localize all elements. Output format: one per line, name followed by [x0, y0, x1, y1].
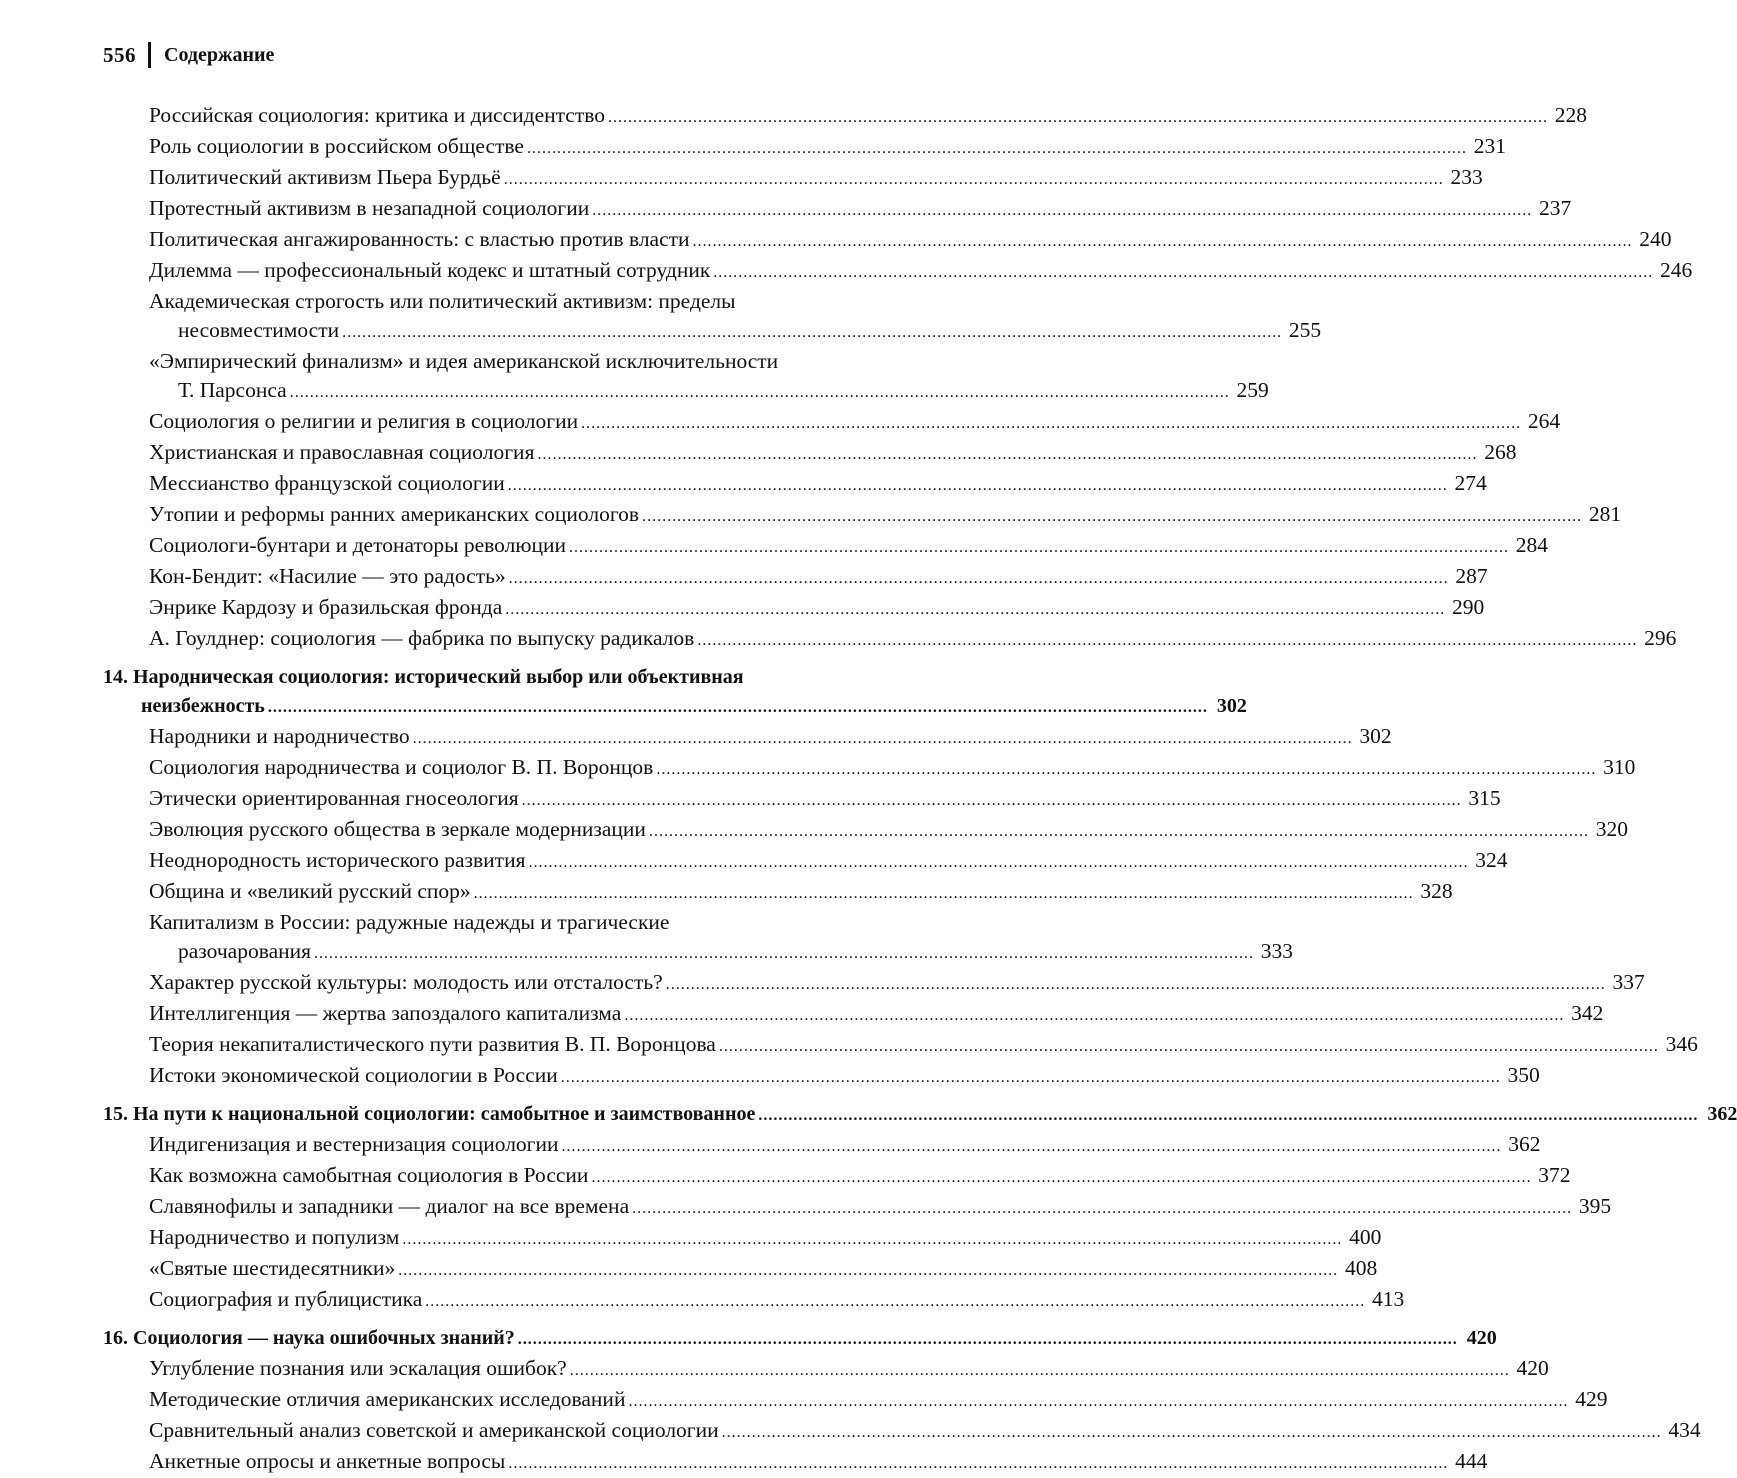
toc-leader-line — [149, 846, 1508, 877]
toc-entry-page: 228 — [1554, 103, 1587, 127]
toc-section-entry[interactable] — [103, 877, 1453, 908]
toc-entry-page: 310 — [1603, 755, 1636, 779]
toc-leader-line — [149, 500, 1622, 531]
toc-leader-line — [149, 562, 1488, 593]
toc-section-entry[interactable] — [103, 1416, 1701, 1447]
dot-leader: ............................................................................................................................................................................................ — [718, 1038, 1659, 1055]
toc-entry-page: 246 — [1660, 258, 1693, 282]
toc-entry-page: 302 — [1359, 724, 1392, 748]
toc-entry-title: Утопии и реформы ранних американских социологов — [149, 502, 640, 526]
toc-entry-title: 15. На пути к национальной социологии: самобытное и заимствованное — [103, 1103, 756, 1125]
toc-leader-line — [103, 1100, 1737, 1130]
dot-leader: ............................................................................................................................................................................................ — [692, 233, 1633, 250]
toc-section-entry[interactable] — [103, 438, 1517, 469]
toc-section-entry[interactable] — [103, 1030, 1698, 1061]
header-divider — [148, 42, 151, 68]
dot-leader: ............................................................................................................................................................................................ — [632, 1200, 1573, 1217]
toc-entry-title: 16. Социология — наука ошибочных знаний? — [103, 1327, 515, 1349]
dot-leader: ............................................................................................................................................................................................ — [721, 1424, 1662, 1441]
toc-entry-title: Истоки экономической социологии в России — [149, 1063, 558, 1087]
toc-entry-page: 315 — [1468, 786, 1501, 810]
toc-leader-line — [149, 469, 1487, 500]
dot-leader: ............................................................................................................................................................................................ — [642, 508, 1583, 525]
toc-section-entry[interactable] — [103, 132, 1506, 163]
toc-leader-line — [103, 1324, 1497, 1354]
toc-leader-line — [149, 1061, 1540, 1092]
toc-entry-title: Интеллигенция — жертва запоздалого капитализма — [149, 1001, 622, 1025]
toc-entry-title: разочарования — [178, 939, 312, 963]
toc-leader-line — [149, 968, 1645, 999]
toc-entry-title: Кон-Бендит: «Насилие — это радость» — [149, 564, 506, 588]
toc-entry-title: Славянофилы и западники — диалог на все времена — [149, 1194, 630, 1218]
toc-section-entry[interactable] — [103, 1223, 1382, 1254]
toc-entry-title: Эволюция русского общества в зеркале модернизации — [149, 817, 646, 841]
toc-section-entry[interactable] — [103, 256, 1693, 287]
dot-leader: ............................................................................................................................................................................................ — [697, 632, 1638, 649]
toc-entry-title: Народники и народничество — [149, 724, 410, 748]
toc-leader-line — [149, 101, 1587, 132]
dot-leader: ............................................................................................................................................................................................ — [592, 202, 1533, 219]
toc-entry-page: 290 — [1452, 595, 1485, 619]
toc-leader-line — [103, 692, 1247, 722]
toc-leader-line — [149, 1254, 1378, 1285]
dot-leader: ............................................................................................................................................................................................ — [503, 171, 1444, 188]
dot-leader: ............................................................................................................................................................................................ — [473, 885, 1414, 902]
toc-entry-title: Российская социология: критика и диссидентство — [149, 103, 605, 127]
toc-entry-title: Энрике Кардозу и бразильская фронда — [149, 595, 503, 619]
toc-entry-title: Социология о религии и религия в социологии — [149, 409, 579, 433]
dot-leader: ............................................................................................................................................................................................ — [537, 446, 1478, 463]
toc-entry-title: Народничество и популизм — [149, 1225, 400, 1249]
toc-entry-page: 420 — [1466, 1327, 1497, 1349]
toc-entry-title: Этически ориентированная гносеология — [149, 786, 519, 810]
toc-section-entry[interactable] — [103, 1192, 1612, 1223]
toc-entry-page: 320 — [1595, 817, 1628, 841]
toc-leader-line — [149, 1285, 1405, 1316]
toc-entry-page: 274 — [1454, 471, 1487, 495]
dot-leader: ............................................................................................................................................................................................ — [425, 1293, 1366, 1310]
toc-entry-title: Политический активизм Пьера Бурдьё — [149, 165, 501, 189]
toc-entry-page: 240 — [1639, 227, 1672, 251]
toc-section-entry[interactable] — [103, 1354, 1549, 1385]
dot-leader: ............................................................................................................................................................................................ — [517, 1331, 1458, 1348]
toc-entry-page: 362 — [1707, 1103, 1737, 1125]
running-title: Содержание — [164, 43, 275, 66]
toc-entry-title: А. Гоулднер: социология — фабрика по выпуску радикалов — [149, 626, 695, 650]
toc-entry-page: 400 — [1349, 1225, 1382, 1249]
dot-leader: ............................................................................................................................................................................................ — [581, 415, 1522, 432]
toc-entry-page: 237 — [1538, 196, 1572, 220]
toc-entry-title: Дилемма — профессиональный кодекс и штатный сотрудник — [149, 258, 711, 282]
toc-entry-title: Теория некапиталистического пути развития В. П. Воронцова — [149, 1032, 716, 1056]
toc-leader-line — [149, 784, 1501, 815]
dot-leader: ............................................................................................................................................................................................ — [713, 264, 1654, 281]
dot-leader: ............................................................................................................................................................................................ — [402, 1231, 1343, 1248]
toc-entry-title: Социология народничества и социолог В. П. Воронцов — [149, 755, 654, 779]
toc-entry-title: Социологи-бунтари и детонаторы революции — [149, 533, 566, 557]
toc-leader-line — [149, 225, 1672, 256]
toc-section-entry[interactable] — [103, 163, 1483, 194]
toc-section-entry[interactable] — [103, 624, 1677, 655]
dot-leader: ............................................................................................................................................................................................ — [607, 109, 1548, 126]
toc-leader-line — [149, 531, 1548, 562]
toc-section-entry[interactable] — [103, 722, 1392, 753]
dot-leader: ............................................................................................................................................................................................ — [561, 1138, 1502, 1155]
toc-section-entry[interactable] — [103, 469, 1487, 500]
dot-leader: ............................................................................................................................................................................................ — [569, 1362, 1510, 1379]
toc-entry-page: 408 — [1345, 1256, 1378, 1280]
toc-entry-page: 328 — [1420, 879, 1453, 903]
toc-title-line: Академическая строгость или политический активизм: пределы — [149, 289, 736, 313]
toc-entry-page: 281 — [1588, 502, 1622, 526]
toc-section-entry[interactable] — [103, 531, 1548, 562]
dot-leader: ............................................................................................................................................................................................ — [591, 1169, 1532, 1186]
toc-leader-line — [149, 593, 1485, 624]
dot-leader: ............................................................................................................................................................................................ — [521, 792, 1462, 809]
toc-leader-line — [149, 256, 1693, 287]
toc-leader-line — [149, 1416, 1701, 1447]
toc-section-entry[interactable] — [103, 784, 1501, 815]
toc-section-entry[interactable] — [103, 846, 1508, 877]
toc-entry-page: 346 — [1665, 1032, 1698, 1056]
toc-entry-title: Т. Парсонса — [178, 378, 287, 402]
toc-section-entry[interactable] — [103, 347, 1269, 407]
dot-leader: ............................................................................................................................................................................................ — [526, 140, 1467, 157]
dot-leader: ............................................................................................................................................................................................ — [507, 477, 1448, 494]
dot-leader: ............................................................................................................................................................................................ — [528, 854, 1469, 871]
toc-section-entry[interactable] — [103, 1385, 1608, 1416]
toc-leader-line — [149, 937, 1294, 968]
dot-leader: ............................................................................................................................................................................................ — [267, 699, 1208, 716]
toc-leader-line — [149, 1354, 1549, 1385]
toc-leader-line — [149, 1030, 1698, 1061]
toc-entry-title: Углубление познания или эскалация ошибок? — [149, 1356, 567, 1380]
toc-entry-page: 264 — [1527, 409, 1561, 433]
toc-section-entry[interactable] — [103, 999, 1604, 1030]
dot-leader: ............................................................................................................................................................................................ — [508, 570, 1449, 587]
toc-entry-title: Характер русской культуры: молодость или отсталость? — [149, 970, 663, 994]
toc-section-entry[interactable] — [103, 287, 1322, 347]
toc-section-entry[interactable] — [103, 1254, 1378, 1285]
toc-section-entry[interactable] — [103, 1161, 1571, 1192]
toc-entry-page: 372 — [1538, 1163, 1571, 1187]
toc-entry-page: 362 — [1508, 1132, 1541, 1156]
toc-section-entry[interactable] — [103, 815, 1628, 846]
toc-section-entry[interactable] — [103, 593, 1485, 624]
toc-section-entry[interactable] — [103, 753, 1636, 784]
toc-section-entry[interactable] — [103, 1447, 1488, 1478]
dot-leader: ............................................................................................................................................................................................ — [412, 730, 1353, 747]
toc-entry-page: 259 — [1236, 378, 1269, 402]
toc-entry-page: 337 — [1612, 970, 1645, 994]
toc-leader-line — [149, 753, 1636, 784]
toc-leader-line — [149, 1130, 1541, 1161]
toc-entry-title: неизбежность — [141, 695, 265, 717]
toc-entry-page: 255 — [1288, 318, 1322, 342]
dot-leader: ............................................................................................................................................................................................ — [648, 823, 1589, 840]
toc-leader-line — [149, 624, 1677, 655]
toc-entry-page: 420 — [1516, 1356, 1549, 1380]
dot-leader: ............................................................................................................................................................................................ — [289, 384, 1230, 401]
toc-section-entry[interactable] — [103, 225, 1672, 256]
toc-leader-line — [149, 163, 1483, 194]
dot-leader: ............................................................................................................................................................................................ — [505, 601, 1446, 618]
dot-leader: ............................................................................................................................................................................................ — [624, 1007, 1565, 1024]
toc-entry-page: 284 — [1515, 533, 1548, 557]
toc-leader-line — [149, 1447, 1488, 1478]
toc-entry-title: Роль социологии в российском обществе — [149, 134, 524, 158]
toc-leader-line — [149, 877, 1453, 908]
toc-section-entry[interactable] — [103, 968, 1645, 999]
toc-entry-title: Протестный активизм в незападной социологии — [149, 196, 590, 220]
toc-leader-line — [149, 1161, 1571, 1192]
toc-leader-line — [149, 407, 1561, 438]
toc-title-line: Капитализм в России: радужные надежды и трагические — [149, 910, 670, 934]
toc-entry-page: 296 — [1644, 626, 1677, 650]
toc-entry-page: 413 — [1372, 1287, 1405, 1311]
toc-entry-page: 287 — [1455, 564, 1488, 588]
toc-leader-line — [149, 1385, 1608, 1416]
toc-entry-title: Община и «великий русский спор» — [149, 879, 471, 903]
toc-section-entry[interactable] — [103, 407, 1561, 438]
toc-section-entry[interactable] — [103, 1061, 1540, 1092]
dot-leader: ............................................................................................................................................................................................ — [568, 539, 1509, 556]
dot-leader: ............................................................................................................................................................................................ — [398, 1262, 1339, 1279]
toc-entry-title: Индигенизация и вестернизация социологии — [149, 1132, 559, 1156]
toc-section-entry[interactable] — [103, 101, 1587, 132]
toc-leader-line — [149, 376, 1269, 407]
toc-leader-line — [149, 1192, 1612, 1223]
toc-chapter-entry[interactable] — [103, 1324, 1497, 1354]
toc-entry-page: 342 — [1571, 1001, 1604, 1025]
toc-title-line: «Эмпирический финализм» и идея американской исключительности — [149, 349, 779, 373]
dot-leader: ............................................................................................................................................................................................ — [665, 976, 1606, 993]
toc-leader-line — [149, 815, 1628, 846]
dot-leader: ............................................................................................................................................................................................ — [628, 1393, 1569, 1410]
table-of-contents — [103, 101, 1737, 1478]
toc-entry-page: 429 — [1575, 1387, 1608, 1411]
toc-entry-page: 233 — [1450, 165, 1483, 189]
toc-entry-page: 302 — [1216, 695, 1247, 717]
toc-section-entry[interactable] — [103, 562, 1488, 593]
toc-chapter-entry[interactable] — [103, 1100, 1737, 1130]
toc-leader-line — [149, 132, 1506, 163]
toc-section-entry[interactable] — [103, 1285, 1405, 1316]
page-number: 556 — [103, 42, 136, 67]
dot-leader: ............................................................................................................................................................................................ — [560, 1069, 1501, 1086]
toc-leader-line — [149, 194, 1572, 225]
toc-leader-line — [149, 1223, 1382, 1254]
dot-leader: ............................................................................................................................................................................................ — [656, 761, 1597, 778]
toc-leader-line — [149, 722, 1392, 753]
toc-entry-page: 444 — [1455, 1449, 1488, 1473]
toc-entry-title: «Святые шестидесятники» — [149, 1256, 396, 1280]
toc-section-entry[interactable] — [103, 500, 1622, 531]
running-header — [103, 38, 274, 72]
toc-entry-page: 434 — [1668, 1418, 1701, 1442]
toc-entry-page: 333 — [1260, 939, 1294, 963]
toc-section-entry[interactable] — [103, 908, 1294, 968]
toc-entry-page: 268 — [1484, 440, 1517, 464]
toc-entry-title: Сравнительный анализ советской и американской социологии — [149, 1418, 719, 1442]
toc-entry-title: Анкетные опросы и анкетные вопросы — [149, 1449, 506, 1473]
toc-leader-line — [149, 316, 1322, 347]
toc-entry-title: несовместимости — [178, 318, 340, 342]
toc-entry-page: 395 — [1578, 1194, 1612, 1218]
toc-title-line: 14. Народническая социология: исторический выбор или объективная — [103, 666, 744, 688]
toc-section-entry[interactable] — [103, 194, 1572, 225]
dot-leader: ............................................................................................................................................................................................ — [342, 324, 1283, 341]
toc-entry-page: 231 — [1473, 134, 1506, 158]
dot-leader: ............................................................................................................................................................................................ — [508, 1455, 1449, 1472]
toc-entry-page: 350 — [1507, 1063, 1540, 1087]
toc-entry-title: Мессианство французской социологии — [149, 471, 505, 495]
toc-entry-title: Неоднородность исторического развития — [149, 848, 526, 872]
toc-entry-title: Политическая ангажированность: с властью против власти — [149, 227, 690, 251]
toc-entry-title: Методические отличия американских исследований — [149, 1387, 626, 1411]
dot-leader: ............................................................................................................................................................................................ — [758, 1107, 1699, 1124]
dot-leader: ............................................................................................................................................................................................ — [314, 945, 1255, 962]
toc-entry-title: Как возможна самобытная социология в России — [149, 1163, 589, 1187]
toc-leader-line — [149, 438, 1517, 469]
toc-chapter-entry[interactable] — [103, 663, 1247, 722]
toc-entry-page: 324 — [1475, 848, 1508, 872]
toc-entry-title: Социография и публицистика — [149, 1287, 423, 1311]
toc-leader-line — [149, 999, 1604, 1030]
toc-section-entry[interactable] — [103, 1130, 1541, 1161]
toc-entry-title: Христианская и православная социология — [149, 440, 535, 464]
